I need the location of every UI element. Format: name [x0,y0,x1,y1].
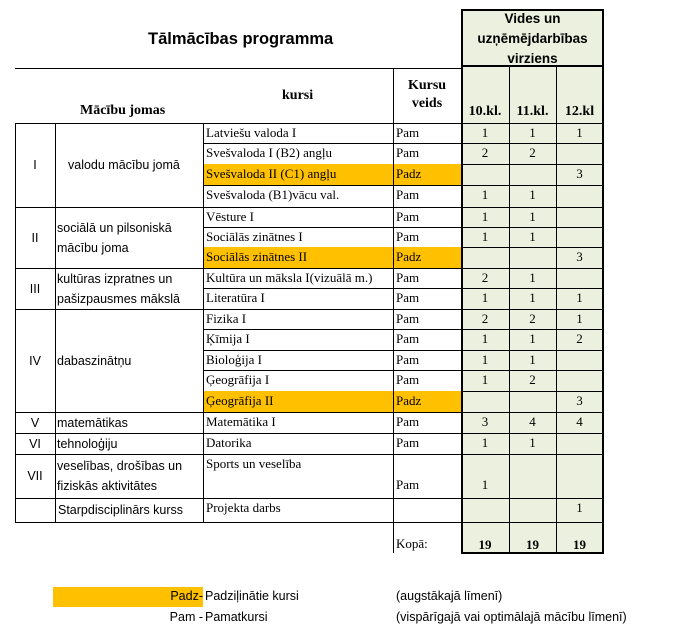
grade-12-header: 12.kl [564,104,595,119]
grade-10-hours: 1 [481,435,489,450]
course-type: Padz [396,166,422,181]
group-divider [15,454,203,455]
group-name-line1: Starpdisciplinārs kurss [58,503,184,517]
grade-10-hours: 1 [481,209,489,224]
grade-11-hours: 1 [529,435,536,450]
course-type: Pam [396,209,420,224]
column-line [393,68,394,123]
grade-12-hours: 1 [576,125,583,140]
column-line [509,67,510,553]
group-name-line2: pašizpausmes mākslā [57,291,180,306]
course-name: Fizika I [206,311,247,326]
grade-10-hours: 2 [481,145,489,160]
course-name: Sports un veselība [206,456,302,471]
course-name: Kultūra un māksla I(vizuālā m.) [206,270,373,285]
grade-10-hours: 1 [481,187,489,202]
totals-top-border [393,522,603,523]
row-divider [203,454,603,455]
total-label: Kopā: [396,536,428,551]
grade-10-hours: 1 [481,229,489,244]
group-number: VI [29,436,41,451]
group-number: I [33,158,37,172]
group-number: VII [27,469,43,483]
grade-10-hours: 2 [481,311,489,326]
course-type: Pam [396,187,420,202]
course-name: Svešvaloda I (B2) angļu [206,145,333,160]
grade-11-hours: 2 [529,372,536,387]
grade-11-hours: 4 [529,414,536,429]
course-type: Pam [396,270,420,285]
column-line [556,67,557,553]
grade-10-hours: 1 [481,477,489,492]
group-name-line1: valodu mācību jomā [68,158,180,172]
groups-header: Mācību jomas [80,103,166,118]
grade-11-hours: 2 [529,311,536,326]
group-name-line1: veselības, drošības un [57,459,183,473]
direction-title: Vides un uzņēmējdarbības virziens [477,11,588,66]
course-type: Padz [396,393,422,408]
column-line [15,123,16,522]
course-name: Svešvaloda II (C1) angļu [206,166,337,181]
column-line [55,498,56,522]
row-divider [203,329,603,330]
total-grade-10: 19 [478,537,492,552]
grade-12-hours: 3 [576,166,583,181]
legend-advanced-desc: Padziļinātie kursi [205,589,299,603]
row-divider [203,309,603,310]
row-divider [461,123,603,124]
group-divider [15,522,203,523]
column-line [55,123,56,498]
group-name-line1: dabaszinātņu [57,353,132,368]
row-divider [203,185,603,186]
legend-advanced-level: (augstākajā līmenī) [396,589,503,603]
group-divider [15,207,203,208]
course-type: Pam [396,331,420,346]
course-type: Pam [396,352,420,367]
grade-12-hours: 2 [576,331,583,346]
grade-10-hours: 1 [481,372,489,387]
legend-basic-level: (vispārīgajā vai optimālajā mācību līmenī) [396,610,627,624]
row-divider [203,268,603,269]
course-type: Pam [396,435,420,450]
group-divider [15,309,203,310]
grade-12-hours: 1 [576,311,583,326]
group-number: IV [29,353,41,368]
course-name: Vēsture I [206,209,255,224]
course-name: Ģeogrāfija II [206,393,274,408]
grade-block-border-right [602,67,604,554]
grade-11-hours: 1 [529,290,536,305]
group-name-line2: mācību joma [57,240,129,255]
row-divider [203,433,603,434]
grade-11-hours: 1 [529,209,536,224]
legend-advanced-code: Padz- [170,589,203,603]
grade-11-hours: 1 [529,187,536,202]
group-name-line1: matemātikas [57,415,128,430]
course-name: Ģeogrāfija I [206,372,270,387]
course-name: Ķīmija I [206,331,250,346]
grade-12-hours: 3 [576,249,583,264]
grade-10-hours: 3 [481,414,489,429]
legend-basic-code: Pam - [169,610,203,624]
grade-12-hours: 4 [576,414,583,429]
type-header: Kursu veids [407,78,447,111]
course-type: Pam [396,372,420,387]
row-divider [203,412,603,413]
course-type: Pam [396,229,420,244]
group-number: III [29,281,41,296]
group-name-line1: tehnoloģiju [57,436,118,451]
row-divider [203,207,603,208]
course-name: Projekta darbs [206,500,281,515]
course-name: Bioloģija I [206,352,262,367]
grade-block-border-left [461,67,463,554]
course-type: Pam [396,477,420,492]
grade-11-hours: 1 [529,229,536,244]
grade-12-hours: 1 [576,500,583,515]
group-name-line1: sociālā un pilsoniskā [57,220,172,235]
course-name: Literatūra I [206,290,265,305]
grade-10-hours: 2 [481,270,489,285]
course-name: Latviešu valoda I [206,125,297,140]
grade-11-hours: 2 [529,145,536,160]
column-line [393,123,394,522]
total-grade-11: 19 [526,537,539,552]
row-divider [203,498,603,499]
course-name: Datorika [206,435,252,450]
course-type: Pam [396,414,420,429]
legend-basic-desc: Pamatkursi [205,610,268,624]
course-type: Padz [396,249,422,264]
row-divider [203,143,603,144]
column-line [393,522,394,553]
group-name-line1: kultūras izpratnes un [57,271,173,286]
grade-11-hours: 1 [529,352,536,367]
grade-12-hours: 3 [576,393,583,408]
grade-10-hours: 1 [481,125,489,140]
grade-10-hours: 1 [481,290,489,305]
group-number: V [30,415,40,430]
grade-10-header: 10.kl. [468,104,502,119]
group-divider [15,498,203,499]
grade-11-header: 11.kl. [516,104,549,119]
courses-header: kursi [282,88,314,103]
course-name: Matemātika I [206,414,276,429]
row-divider [203,227,603,228]
course-name: Sociālās zinātnes I [206,229,303,244]
course-type: Pam [396,125,420,140]
grade-11-hours: 1 [529,125,536,140]
course-name: Svešvaloda (B1)vācu val. [206,187,340,202]
row-divider [203,370,603,371]
course-name: Sociālās zinātnes II [206,249,308,264]
group-number: II [31,230,39,245]
total-grade-12: 19 [573,537,586,552]
grade-10-hours: 1 [481,352,489,367]
course-type: Pam [396,311,420,326]
column-line [203,123,204,522]
row-divider [203,288,603,289]
course-type: Pam [396,145,420,160]
grade-12-hours: 1 [576,290,583,305]
group-name-line2: fiziskās aktivitātes [57,479,158,493]
row-divider [203,350,603,351]
course-type: Pam [396,290,420,305]
page-title: Tālmācības programma [148,30,334,48]
grade-10-hours: 1 [481,331,489,346]
grade-11-hours: 1 [529,331,536,346]
grade-11-hours: 1 [529,270,536,285]
